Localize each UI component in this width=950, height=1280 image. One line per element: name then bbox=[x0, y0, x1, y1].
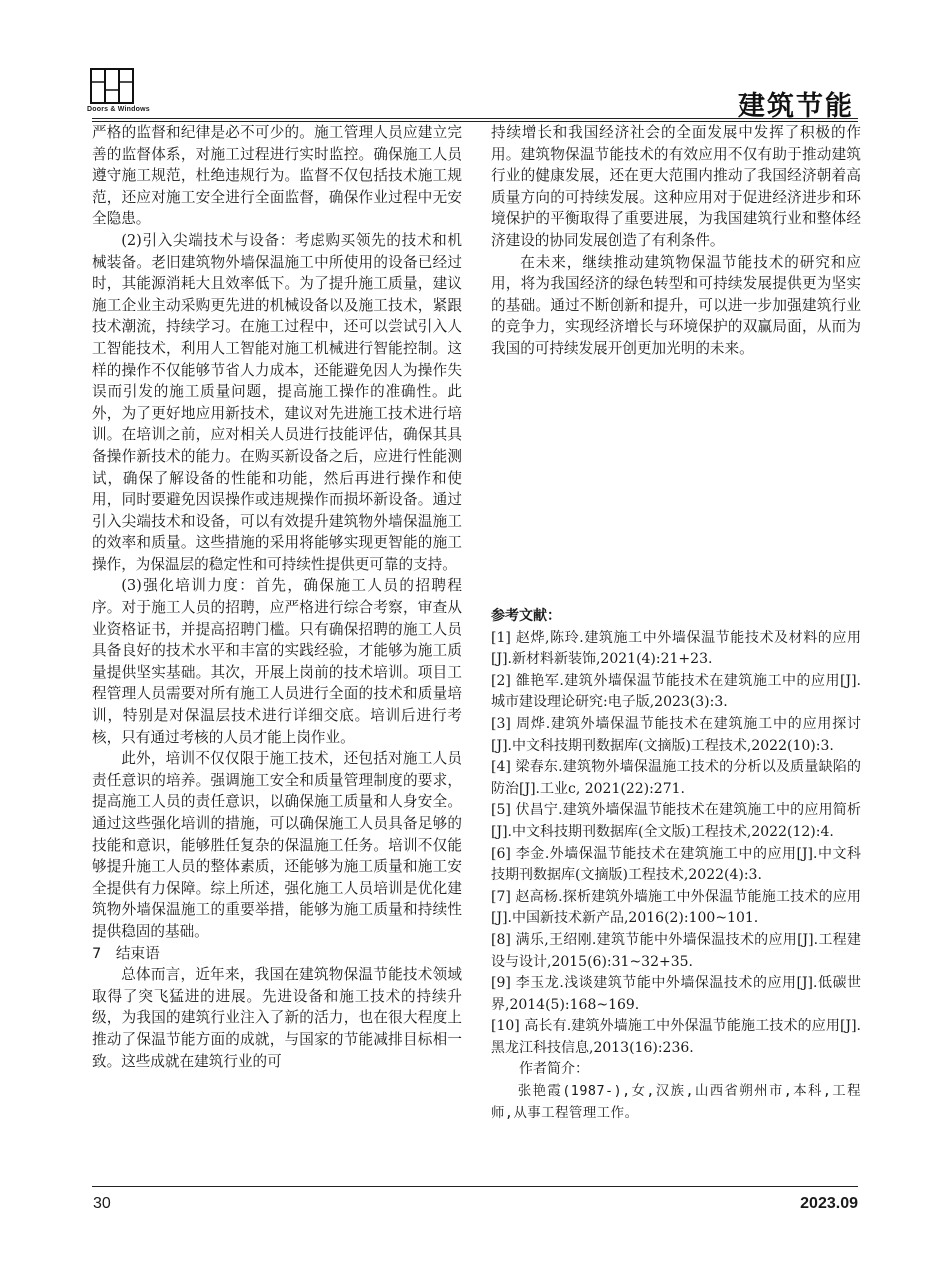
header-divider bbox=[92, 118, 858, 119]
footer-divider bbox=[92, 1186, 858, 1187]
reference-item: [7] 赵高杨.探析建筑外墙施工中外保温节能施工技术的应用[J].中国新技术新产品,2016(2):100~101. bbox=[491, 888, 861, 927]
references-section bbox=[491, 606, 861, 1124]
journal-section-title: 建筑节能 bbox=[738, 91, 854, 122]
right-column bbox=[491, 122, 861, 360]
references-title: 参考文献： bbox=[491, 608, 561, 624]
reference-list bbox=[491, 628, 861, 1060]
author-bio: 张艳霞(1987-),女,汉族,山西省朔州市,本科,工程师,从事工程管理工作。 bbox=[491, 1084, 861, 1121]
reference-item: [6] 李金.外墙保温节能技术在建筑施工中的应用[J].中文科技期刊数据库(文摘版)工程技术,2022(4):3. bbox=[491, 845, 861, 884]
reference-item: [2] 雒艳军.建筑外墙保温节能技术在建筑施工中的应用[J].城市建设理论研究:电子版,2023(3):3. bbox=[491, 672, 861, 711]
reference-item: [4] 梁春东.建筑物外墙保温施工技术的分析以及质量缺陷的防治[J].工业c, 2021(22):271. bbox=[491, 759, 861, 797]
logo-caption: Doors & Windows bbox=[87, 106, 150, 113]
body-paragraph: 此外，培训不仅仅限于施工技术，还包括对施工人员责任意识的培养。强调施工安全和质量管理制度的要求，提高施工人员的责任意识，以确保施工质量和人身安全。通过这些强化培训的措施，可以确保施工人员具备足够的技能和意识，能够胜任复杂的保温施工任务。培训不仅能够提升施工人员的整体素质，还能够为施工质量和施工安全提供有力保障。综上所述，强化施工人员培训是优化建筑物外墙保温施工的重要举措，能够为施工质量和持续性提供稳固的基础。 bbox=[92, 750, 462, 940]
reference-item: [9] 李玉龙.浅谈建筑节能中外墙保温技术的应用[J].低碳世界,2014(5):168~169. bbox=[491, 975, 861, 1013]
body-paragraph: 持续增长和我国经济社会的全面发展中发挥了积极的作用。建筑物保温节能技术的有效应用不仅有助于推动建筑行业的健康发展，还在更大范围内推动了我国经济朝着高质量方向的可持续发展。这种应用对于促进经济进步和环境保护的平衡取得了重要进展，为我国建筑行业和整体经济建设的协同发展创造了有利条件。 bbox=[491, 124, 861, 249]
body-paragraph: (3)强化培训力度：首先，确保施工人员的招聘程序。对于施工人员的招聘，应严格进行综合考察，审查从业资格证书，并提高招聘门槛。只有确保招聘的施工人员具备良好的技术水平和丰富的实践经验，才能够为施工质量提供坚实基础。其次，开展上岗前的技术培训。项目工程管理人员需要对所有施工人员进行全面的技术和质量培训，特别是对保温层技术进行详细交底。培训后进行考核，只有通过考核的人员才能上岗作业。 bbox=[92, 577, 462, 746]
body-paragraph: 在未来，继续推动建筑物保温节能技术的研究和应用，将为我国经济的绿色转型和可持续发展提供更为坚实的基础。通过不断创新和提升，可以进一步加强建筑行业的竞争力，实现经济增长与环境保护的双赢局面，从而为我国的可持续发展开创更加光明的未来。 bbox=[491, 253, 861, 357]
body-paragraph: (2)引入尖端技术与设备：考虑购买领先的技术和机械装备。老旧建筑物外墙保温施工中所使用的设备已经过时，其能源消耗大且效率低下。为了提升施工质量，建议施工企业主动采购更先进的机械设备以及施工技术，紧跟技术潮流，持续学习。在施工过程中，还可以尝试引入人工智能技术，利用人工智能对施工机械进行智能控制。这样的操作不仅能够节省人力成本，还能避免因人为操作失误而引发的施工质量问题，提高施工操作的准确性。此外，为了更好地应用新技术，建议对先进施工技术进行培训。在培训之前，应对相关人员进行技能评估，确保其具备操作新技术的能力。在购买新设备之后，应进行性能测试，确保了解设备的性能和功能，然后再进行操作和使用，同时要避免因误操作或违规操作而损坏新设备。通过引入尖端技术和设备，可以有效提升建筑物外墙保温施工的效率和质量。这些措施的采用将能够实现更智能的施工操作，为保温层的稳定性和可持续性提供更可靠的支持。 bbox=[92, 231, 462, 573]
window-logo-icon bbox=[90, 68, 134, 104]
section-heading: 7 结束语 bbox=[92, 944, 160, 962]
left-column bbox=[92, 122, 462, 1072]
author-heading: 作者简介： bbox=[519, 1061, 589, 1078]
reference-item: [1] 赵烨,陈玲.建筑施工中外墙保温节能技术及材料的应用[J].新材料新装饰,2021(4):21+23. bbox=[491, 629, 861, 668]
reference-item: [5] 伏昌宁.建筑外墙保温节能技术在建筑施工中的应用简析[J].中文科技期刊数据库(全文版)工程技术,2022(12):4. bbox=[491, 802, 861, 840]
issue-date: 2023.09 bbox=[800, 1195, 858, 1212]
reference-item: [10] 高长有.建筑外墙施工中外保温节能施工技术的应用[J].黑龙江科技信息,2013(16):236. bbox=[491, 1018, 861, 1056]
reference-item: [8] 满乐,王绍刚.建筑节能中外墙保温技术的应用[J].工程建设与设计,2015(6):31~32+35. bbox=[491, 931, 861, 970]
body-paragraph: 严格的监督和纪律是必不可少的。施工管理人员应建立完善的监督体系，对施工过程进行实时监控。确保施工人员遵守施工规范，杜绝违规行为。监督不仅包括技术施工规范，还应对施工安全进行全面监督，确保作业过程中无安全隐患。 bbox=[92, 124, 462, 228]
page-number: 30 bbox=[93, 1195, 111, 1212]
journal-logo bbox=[87, 68, 150, 113]
conclusion-paragraph: 总体而言，近年来，我国在建筑物保温节能技术领域取得了突飞猛进的进展。先进设备和施工技术的持续升级，为我国的建筑行业注入了新的活力，也在很大程度上推动了保温节能方面的成就，与国家的节能减排目标相一致。这些成就在建筑行业的可 bbox=[92, 966, 462, 1070]
reference-item: [3] 周烨.建筑外墙保温节能技术在建筑施工中的应用探讨[J].中文科技期刊数据库(文摘版)工程技术,2022(10):3. bbox=[491, 715, 861, 754]
